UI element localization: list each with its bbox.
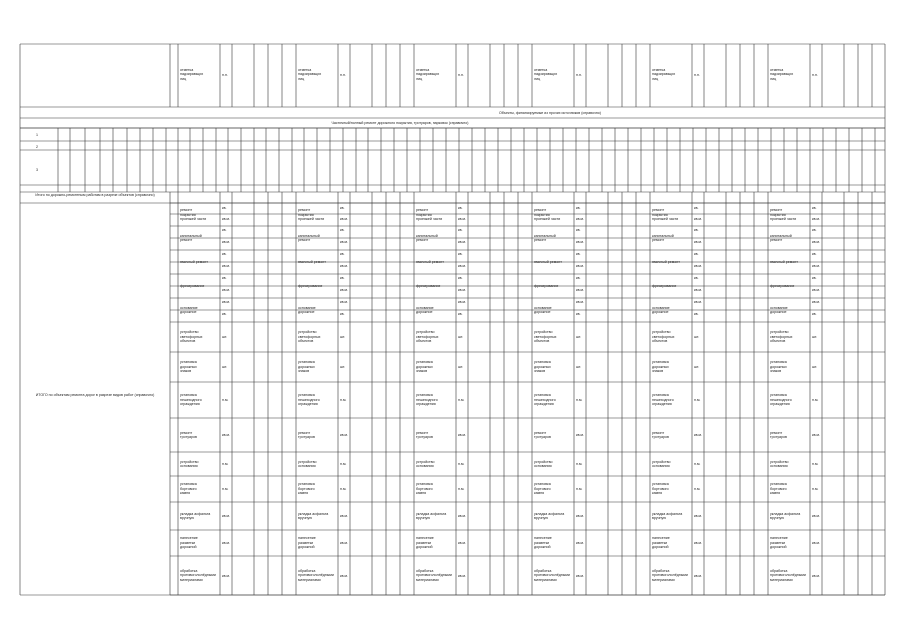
work-name: капитальный ремонт: [180, 233, 202, 242]
row-number: 2: [36, 145, 38, 149]
work-unit: кв.м.: [694, 433, 702, 437]
work-name: капитальный ремонт: [416, 233, 438, 242]
work-unit: шт.: [340, 335, 346, 339]
work-unit: кв.м.: [694, 240, 702, 244]
work-name: установка дорожных знаков: [416, 360, 433, 374]
work-name: укладка асфальта вручную: [180, 511, 211, 520]
work-unit: кв.м.: [576, 240, 584, 244]
work-unit: п.м.: [458, 462, 465, 466]
work-name: фрезерование: [534, 283, 559, 288]
work-unit: п.м.: [576, 398, 583, 402]
work-name: устройство светофорных объектов: [180, 330, 203, 344]
work-unit: кв.м.: [222, 541, 230, 545]
work-name: нанесение разметки дорожной: [534, 536, 552, 550]
work-name: основание дорожное: [298, 305, 316, 314]
work-unit: кв.: [812, 252, 817, 256]
work-unit: кв.: [694, 206, 699, 210]
work-name: установка пешеходного ограждения: [416, 393, 438, 407]
work-unit: кв.: [222, 276, 227, 280]
work-unit: кв.: [812, 228, 817, 232]
work-unit: кв.: [694, 252, 699, 256]
work-unit: кв.: [340, 276, 345, 280]
work-name: установка дорожных знаков: [298, 360, 315, 374]
work-name: ямочный ремонт: [534, 259, 562, 264]
work-name: установка дорожных знаков: [534, 360, 551, 374]
work-unit: кв.: [340, 228, 345, 232]
work-unit: кв.м.: [222, 288, 230, 292]
work-unit: п.м.: [694, 398, 701, 402]
work-unit: кв.: [340, 312, 345, 316]
work-unit: кв.м.: [340, 300, 348, 304]
header-unit-label: п.п.: [576, 73, 582, 77]
work-unit: кв.: [222, 312, 227, 316]
work-unit: п.м.: [812, 462, 819, 466]
work-unit: кв.м.: [340, 288, 348, 292]
work-unit: п.м.: [812, 398, 819, 402]
work-unit: кв.: [458, 252, 463, 256]
work-unit: шт.: [812, 365, 818, 369]
work-name: фрезерование: [416, 283, 441, 288]
work-unit: кв.: [222, 228, 227, 232]
work-name: ремонт тротуаров: [416, 430, 433, 439]
work-unit: кв.м.: [812, 240, 820, 244]
work-unit: кв.м.: [222, 433, 230, 437]
work-name: устройство основания: [534, 459, 553, 468]
work-unit: кв.м.: [694, 573, 702, 578]
work-unit: кв.: [340, 252, 345, 256]
header-unit-label: п.п.: [694, 73, 700, 77]
work-name: фрезерование: [770, 283, 795, 288]
header-unit-label: п.п.: [458, 73, 464, 77]
work-unit: кв.м.: [340, 433, 348, 437]
work-unit: кв.: [458, 276, 463, 280]
work-unit: кв.м.: [812, 288, 820, 292]
work-name: укладка асфальта вручную: [416, 511, 447, 520]
work-unit: кв.м.: [576, 573, 584, 578]
work-unit: п.м.: [340, 487, 347, 491]
work-unit: кв.м.: [694, 514, 702, 518]
work-name: устройство светофорных объектов: [652, 330, 675, 344]
work-unit: п.м.: [222, 487, 229, 491]
work-unit: шт.: [340, 365, 346, 369]
work-unit: шт.: [576, 335, 582, 339]
work-name: установка бортового камня: [180, 482, 197, 496]
work-unit: кв.: [222, 252, 227, 256]
work-name: ямочный ремонт: [298, 259, 326, 264]
header-unit-label: п.п.: [340, 73, 346, 77]
work-name: ремонт тротуаров: [770, 430, 787, 439]
work-unit: п.м.: [576, 487, 583, 491]
work-name: обработка противогололёдными материалами: [534, 568, 570, 582]
work-name: нанесение разметки дорожной: [298, 536, 316, 550]
work-unit: кв.м.: [694, 541, 702, 545]
work-name: установка бортового камня: [652, 482, 669, 496]
work-unit: кв.м.: [458, 240, 466, 244]
work-unit: шт.: [222, 335, 228, 339]
work-unit: кв.: [576, 276, 581, 280]
work-name: ремонт покрытия проезжей части: [770, 208, 797, 222]
work-unit: п.м.: [222, 398, 229, 402]
work-unit: кв.м.: [576, 264, 584, 268]
work-unit: п.м.: [458, 398, 465, 402]
section-subheading: Частичный/полный ремонт дорожного покрытия, тротуаров, парковок (справочно): [331, 121, 469, 125]
work-name: ремонт тротуаров: [180, 430, 197, 439]
work-name: основание дорожное: [180, 305, 198, 314]
work-unit: шт.: [458, 335, 464, 339]
work-name: ямочный ремонт: [770, 259, 798, 264]
work-name: устройство светофорных объектов: [416, 330, 439, 344]
work-unit: кв.: [458, 312, 463, 316]
work-name: установка пешеходного ограждения: [652, 393, 674, 407]
work-unit: кв.: [812, 206, 817, 210]
work-unit: кв.: [458, 206, 463, 210]
work-unit: шт.: [458, 365, 464, 369]
work-unit: п.м.: [340, 462, 347, 466]
work-name: нанесение разметки дорожной: [652, 536, 670, 550]
work-unit: кв.м.: [694, 264, 702, 268]
work-unit: кв.м.: [576, 514, 584, 518]
row-number: 1: [36, 133, 38, 137]
header-column-label: отметка надзирающих лиц: [416, 68, 440, 81]
work-unit: п.м.: [340, 398, 347, 402]
work-name: обработка противогололёдными материалами: [298, 568, 334, 582]
work-unit: кв.м.: [222, 300, 230, 304]
work-unit: п.м.: [576, 462, 583, 466]
header-column-label: отметка надзирающих лиц: [770, 68, 794, 81]
work-unit: п.м.: [694, 462, 701, 466]
work-name: обработка противогололёдными материалами: [416, 568, 452, 582]
work-unit: кв.м.: [340, 541, 348, 545]
work-unit: кв.: [576, 206, 581, 210]
work-name: основание дорожное: [652, 305, 670, 314]
work-unit: шт.: [812, 335, 818, 339]
work-name: ремонт покрытия проезжей части: [180, 208, 207, 222]
work-name: ямочный ремонт: [180, 259, 208, 264]
work-name: устройство основания: [416, 459, 435, 468]
work-unit: кв.м.: [812, 217, 820, 221]
work-name: установка дорожных знаков: [770, 360, 787, 374]
row-group-label: ИТОГО по объектам ремонта дорог в разрезе видов работ (справочно): [35, 393, 155, 397]
work-unit: кв.м.: [812, 573, 820, 578]
work-name: установка пешеходного ограждения: [180, 393, 202, 407]
work-name: установка бортового камня: [534, 482, 551, 496]
work-name: ремонт покрытия проезжей части: [416, 208, 443, 222]
work-name: основание дорожное: [770, 305, 788, 314]
work-unit: кв.м.: [222, 217, 230, 221]
work-unit: кв.м.: [222, 264, 230, 268]
work-name: установка пешеходного ограждения: [298, 393, 320, 407]
work-unit: кв.м.: [576, 433, 584, 437]
work-name: устройство светофорных объектов: [534, 330, 557, 344]
work-name: фрезерование: [652, 283, 677, 288]
work-unit: кв.м.: [458, 217, 466, 221]
work-unit: кв.м.: [812, 433, 820, 437]
header-column-label: отметка надзирающих лиц: [534, 68, 558, 81]
work-unit: шт.: [694, 335, 700, 339]
work-name: ремонт тротуаров: [298, 430, 315, 439]
work-unit: шт.: [694, 365, 700, 369]
work-name: ремонт тротуаров: [652, 430, 669, 439]
work-unit: кв.: [340, 206, 345, 210]
header-unit-label: п.п.: [222, 73, 228, 77]
work-unit: п.м.: [222, 462, 229, 466]
work-name: ремонт тротуаров: [534, 430, 551, 439]
work-name: укладка асфальта вручную: [534, 511, 565, 520]
work-name: ямочный ремонт: [416, 259, 444, 264]
work-name: укладка асфальта вручную: [652, 511, 683, 520]
work-name: установка пешеходного ограждения: [770, 393, 792, 407]
work-name: нанесение разметки дорожной: [180, 536, 198, 550]
work-name: установка бортового камня: [298, 482, 315, 496]
work-name: обработка противогололёдными материалами: [180, 568, 216, 582]
work-name: обработка противогололёдными материалами: [770, 568, 806, 582]
work-unit: шт.: [222, 365, 228, 369]
work-name: ямочный ремонт: [652, 259, 680, 264]
work-unit: кв.м.: [458, 541, 466, 545]
work-name: фрезерование: [298, 283, 323, 288]
work-name: установка бортового камня: [770, 482, 787, 496]
header-column-label: отметка надзирающих лиц: [180, 68, 204, 81]
work-name: капитальный ремонт: [652, 233, 674, 242]
work-unit: кв.м.: [222, 240, 230, 244]
header-column-label: отметка надзирающих лиц: [652, 68, 676, 81]
work-name: укладка асфальта вручную: [298, 511, 329, 520]
work-unit: кв.м.: [576, 217, 584, 221]
work-unit: кв.м.: [576, 541, 584, 545]
work-name: ремонт покрытия проезжей части: [652, 208, 679, 222]
work-name: устройство светофорных объектов: [770, 330, 793, 344]
work-name: нанесение разметки дорожной: [770, 536, 788, 550]
work-unit: кв.м.: [812, 300, 820, 304]
work-unit: кв.м.: [222, 514, 230, 518]
work-unit: кв.: [576, 252, 581, 256]
work-unit: кв.м.: [694, 300, 702, 304]
work-name: установка дорожных знаков: [652, 360, 669, 374]
work-name: установка бортового камня: [416, 482, 433, 496]
row-group-label: Итого по дорожно-ремонтным работам в разрезе объектов (справочно): [35, 193, 155, 197]
work-unit: кв.м.: [812, 514, 820, 518]
work-unit: кв.: [694, 276, 699, 280]
section-title: Объекты, финансируемые из прочих источников (справочно): [498, 111, 601, 115]
work-name: установка дорожных знаков: [180, 360, 197, 374]
work-unit: шт.: [576, 365, 582, 369]
row-number: 3: [36, 168, 38, 172]
work-unit: п.м.: [694, 487, 701, 491]
work-unit: кв.: [812, 276, 817, 280]
work-name: ремонт покрытия проезжей части: [534, 208, 561, 222]
work-name: устройство основания: [652, 459, 671, 468]
work-name: основание дорожное: [416, 305, 434, 314]
work-unit: кв.: [458, 228, 463, 232]
work-name: нанесение разметки дорожной: [416, 536, 434, 550]
work-unit: кв.: [222, 206, 227, 210]
work-unit: п.м.: [812, 487, 819, 491]
work-unit: кв.м.: [458, 573, 466, 578]
work-unit: кв.м.: [458, 264, 466, 268]
work-unit: кв.м.: [340, 514, 348, 518]
work-unit: кв.м.: [458, 288, 466, 292]
work-name: фрезерование: [180, 283, 205, 288]
work-unit: кв.: [694, 228, 699, 232]
work-unit: кв.м.: [458, 300, 466, 304]
work-unit: кв.м.: [340, 264, 348, 268]
work-name: основание дорожное: [534, 305, 552, 314]
work-unit: кв.м.: [222, 573, 230, 578]
work-unit: кв.м.: [340, 217, 348, 221]
work-name: ремонт покрытия проезжей части: [298, 208, 325, 222]
work-unit: кв.м.: [458, 514, 466, 518]
work-unit: кв.м.: [458, 433, 466, 437]
header-unit-label: п.п.: [812, 73, 818, 77]
work-unit: кв.: [576, 228, 581, 232]
work-name: капитальный ремонт: [770, 233, 792, 242]
header-column-label: отметка надзирающих лиц: [298, 68, 322, 81]
work-unit: кв.: [812, 312, 817, 316]
work-unit: кв.м.: [812, 541, 820, 545]
work-unit: кв.: [694, 312, 699, 316]
work-unit: кв.м.: [576, 288, 584, 292]
work-name: капитальный ремонт: [534, 233, 556, 242]
work-name: укладка асфальта вручную: [770, 511, 801, 520]
work-unit: кв.м.: [340, 573, 348, 578]
work-unit: кв.м.: [694, 217, 702, 221]
work-name: устройство светофорных объектов: [298, 330, 321, 344]
work-name: устройство основания: [770, 459, 789, 468]
work-name: обработка противогололёдными материалами: [652, 568, 688, 582]
work-unit: кв.м.: [340, 240, 348, 244]
work-unit: кв.м.: [576, 300, 584, 304]
work-unit: п.м.: [458, 487, 465, 491]
work-name: капитальный ремонт: [298, 233, 320, 242]
work-unit: кв.м.: [694, 288, 702, 292]
work-unit: кв.м.: [812, 264, 820, 268]
work-name: установка пешеходного ограждения: [534, 393, 556, 407]
work-unit: кв.: [576, 312, 581, 316]
work-name: устройство основания: [298, 459, 317, 468]
work-name: устройство основания: [180, 459, 199, 468]
